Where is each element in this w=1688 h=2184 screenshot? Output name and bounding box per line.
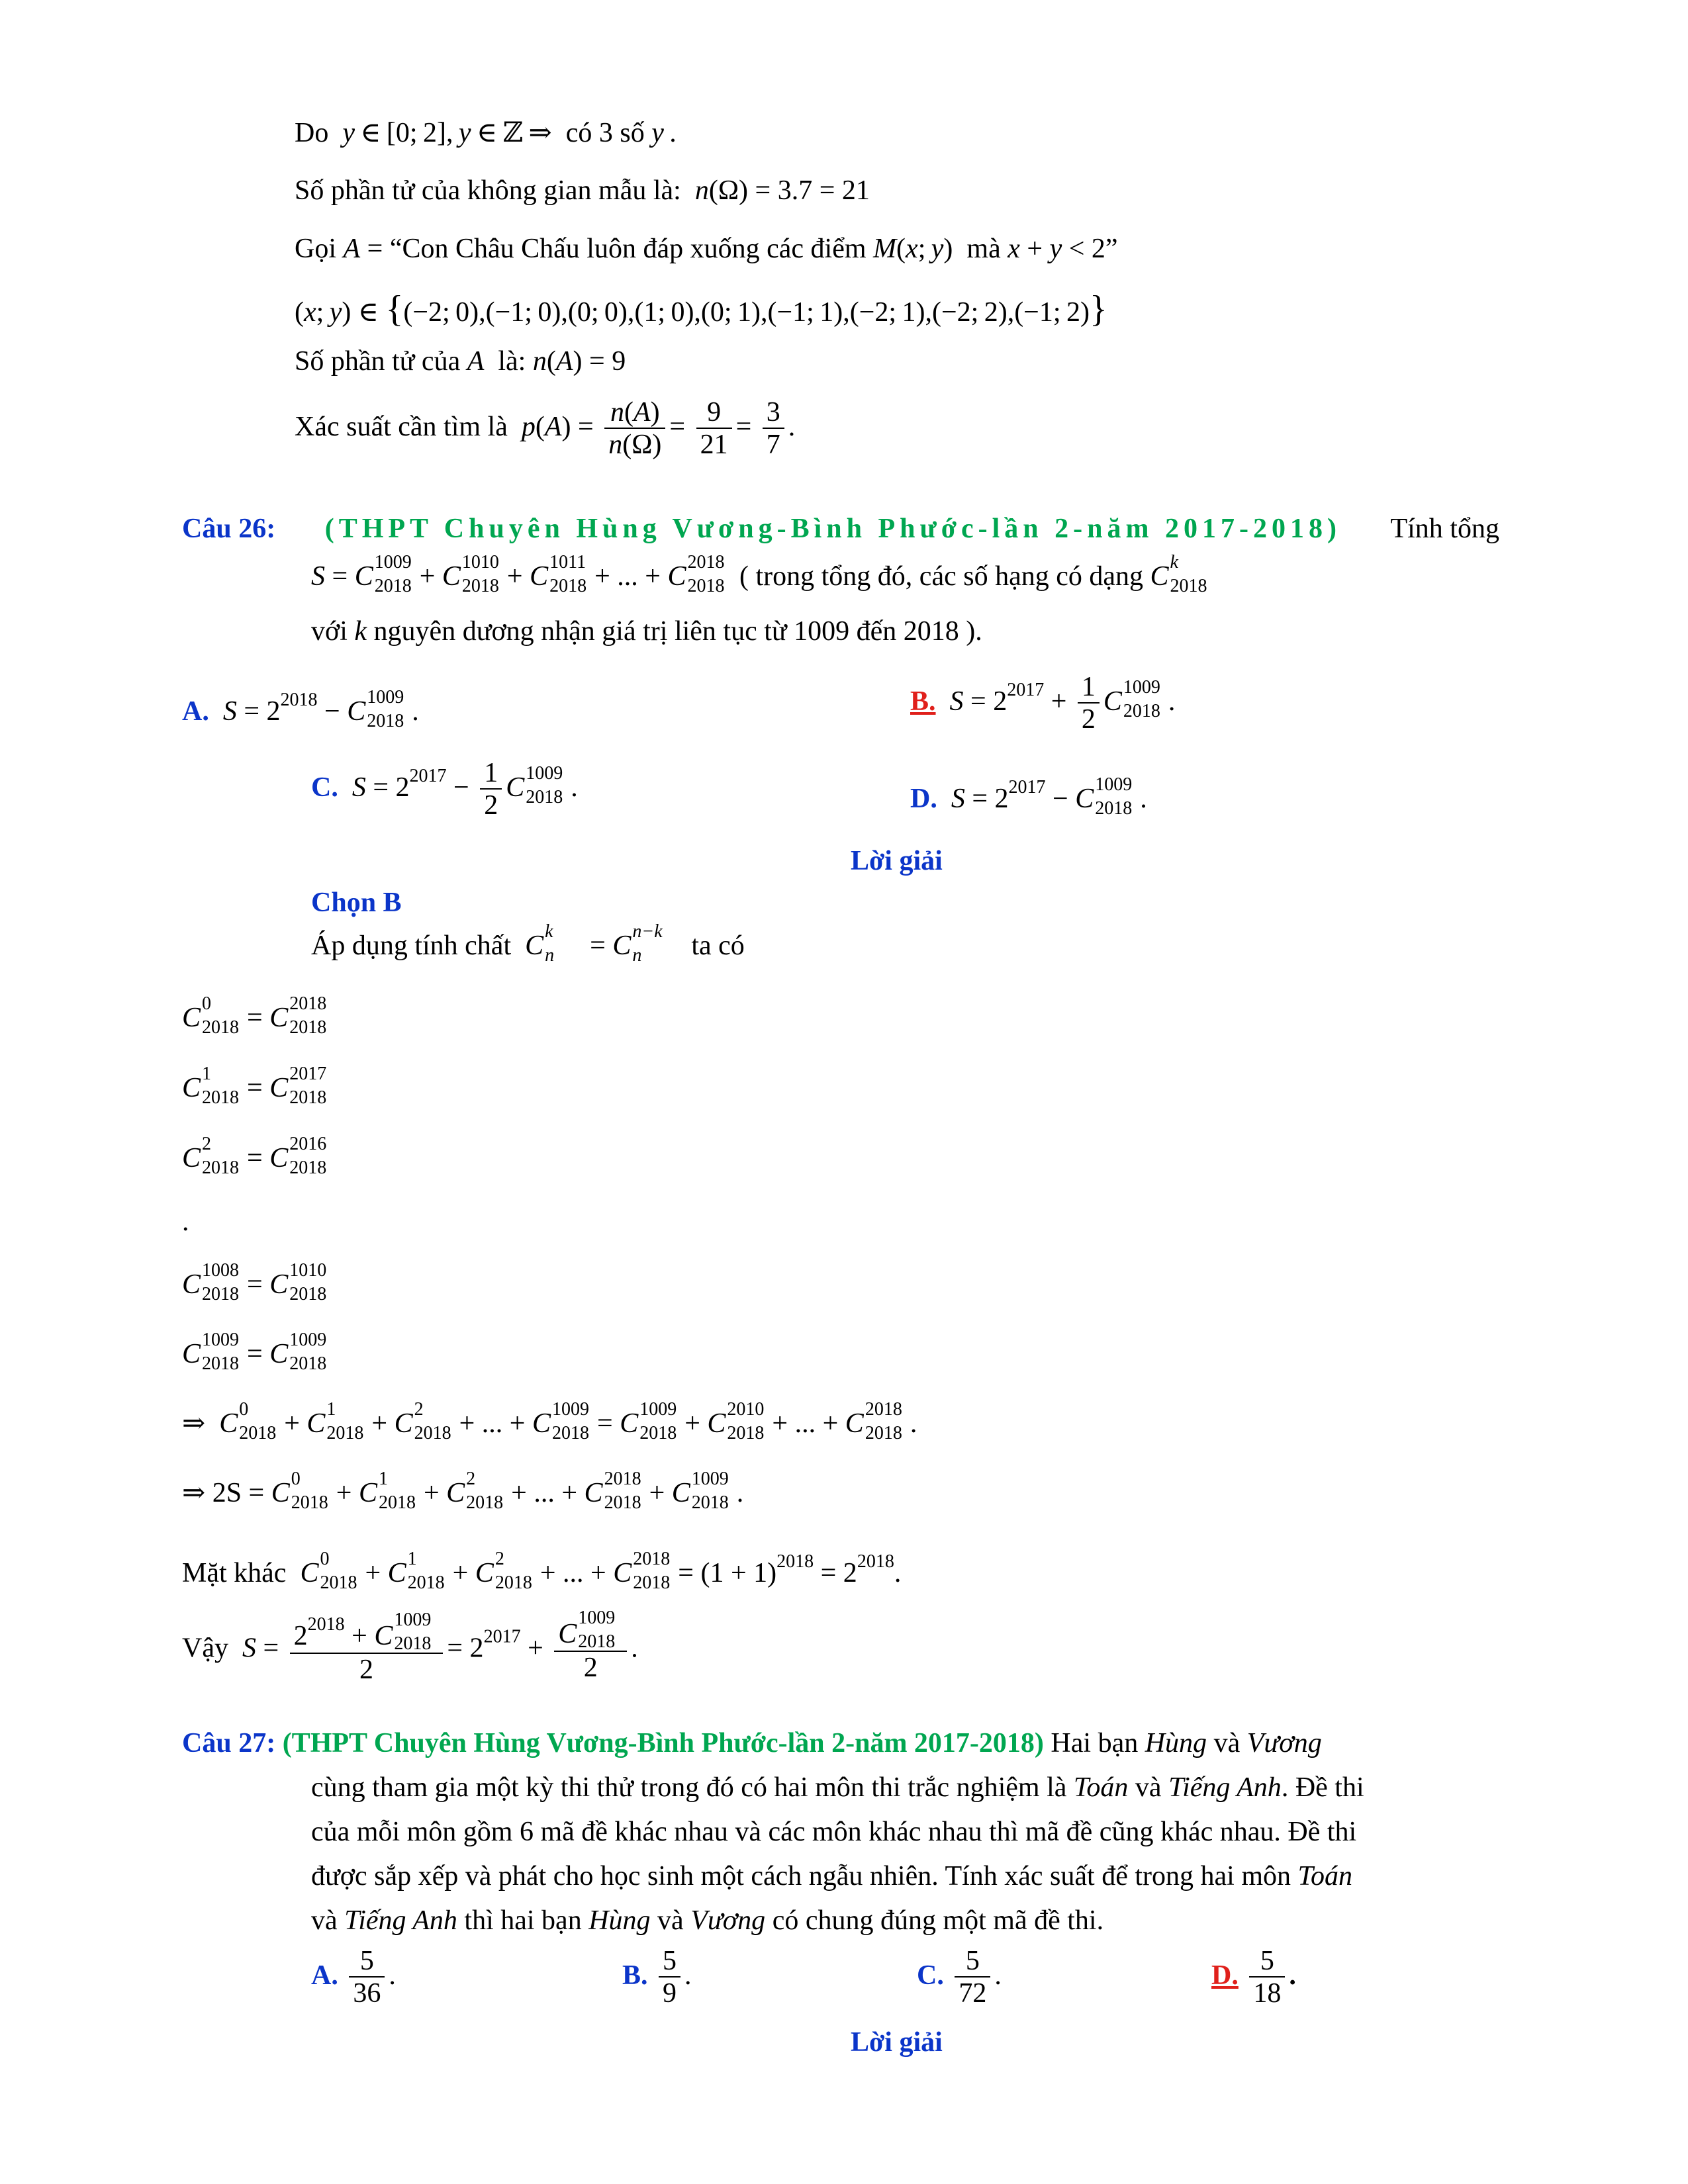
q26-identity-0: C 0 2018 = C 2018 2018	[182, 993, 327, 1038]
q27-line-3: của mỗi môn gồm 6 mã đề khác nhau và các môn khác nhau thì mã đề cũng khác nhau. Đề thi	[311, 1817, 1357, 1847]
q27-option-d: D. $\frac{5}{18}$ .	[1211, 1946, 1296, 2009]
q27-option-a: A. $\frac{5}{36}$ .	[311, 1946, 396, 2009]
q26-identity-2: C 2 2018 = C 2016 2018	[182, 1134, 327, 1178]
q26-source: (THPT Chuyên Hùng Vương-Bình Phước-lần 2-năm 2017-2018)	[324, 514, 1341, 544]
q26-label: Câu 26:	[182, 514, 276, 544]
q27-label: Câu 27:	[182, 1728, 276, 1758]
q25-line-points-set: (x; y) ∈ {(−2; 0),(−1; 0),(0; 0),(1; 0),(0; 1),(−1; 1),(−2; 1),(−2; 2),(−1; 2)}	[295, 289, 1107, 330]
q27-source: (THPT Chuyên Hùng Vương-Bình Phước-lần 2-năm 2017-2018)	[282, 1728, 1044, 1758]
q26-identity-1: C 1 2018 = C 2017 2018	[182, 1064, 327, 1108]
q26-ellipsis-dot: .	[182, 1206, 189, 1237]
q26-binomial-sum: Mặt khác C 0 2018 + C 1 2018 + C 2 2018 + ... + C 2018 2018 = $(1 + 1)^{2018} = 2^{2018}$.	[182, 1549, 902, 1593]
q27-header: Câu 27: (THPT Chuyên Hùng Vương-Bình Phước-lần 2-năm 2017-2018) Hai bạn Hùng và Vương	[182, 1728, 1322, 1758]
q26-identity-1009: C 1009 2018 = C 1009 2018	[182, 1330, 327, 1374]
q25-line-probability: Xác suất cần tìm là p(A) = $\frac{n(A)}{n(\Omega)}$ = $\frac{9}{21}$ = $\frac{3}{7}$ .	[295, 397, 796, 461]
q26-sum-equality: ⇒ C 0 2018 + C 1 2018 + C 2 2018 + ... + C 1009 2018 = C 1009 2018 + C 2010 2018 + ... + C 2018 2018 .	[182, 1399, 917, 1443]
q26-identity-1008: C 1008 2018 = C 1010 2018	[182, 1260, 327, 1304]
q26-choice: Chọn B	[311, 887, 402, 918]
q26-option-b: B. $S = 2^{2017}$ + $\frac{1}{2}$ C 1009 2018 .	[910, 672, 1176, 735]
q26-option-c: C. $S = 2^{2017}$ − $\frac{1}{2}$ C 1009 2018 .	[311, 758, 578, 821]
q27-option-c: C. $\frac{5}{72}$ .	[917, 1946, 1002, 2009]
q26-sum-expression: S = C 1009 2018 + C 1010 2018 + C 1011 2018 + ... + C 2018 2018 ( trong tổng đó, các số hạng có dạng C k 2018	[311, 552, 1207, 596]
q25-line-event-count: Số phần tử của A là: n(A) = 9	[295, 346, 626, 377]
q27-solution-title: Lời giải	[851, 2027, 943, 2058]
q26-option-d: D. $S = 2^{2017} - C$ 1009 2018 .	[910, 774, 1147, 819]
q27-line-4: được sắp xếp và phát cho học sinh một cách ngẫu nhiên. Tính xác suất để trong hai môn Toán	[311, 1861, 1353, 1891]
q25-line-event-def: Gọi A = “Con Châu Chấu luôn đáp xuống các điểm M(x; y) mà x + y < 2”	[295, 234, 1118, 264]
q27-line-2: cùng tham gia một kỳ thi thử trong đó có hai môn thi trắc nghiệm là Toán và Tiếng Anh. Đề thi	[311, 1772, 1364, 1803]
q26-option-a: A. $S = 2^{2018} - C$ 1009 2018 .	[182, 687, 419, 731]
q26-two-s: ⇒ 2S = C 0 2018 + C 1 2018 + C 2 2018 + ... + C 2018 2018 + C 1009 2018 .	[182, 1469, 744, 1513]
q25-line-y-range: Do y ∈ [0; 2], y ∈ ℤ ⇒ có 3 số y .	[295, 118, 677, 148]
q26-property: Áp dụng tính chất C k n = C n−k n ta có	[311, 921, 745, 966]
q27-option-b: B. $\frac{5}{9}$ .	[622, 1946, 692, 2009]
q26-solution-title: Lời giải	[851, 846, 943, 876]
q26-header: Câu 26: (THPT Chuyên Hùng Vương-Bình Phước-lần 2-năm 2017-2018) Tính tổng	[182, 512, 1499, 547]
q27-line-5: và Tiếng Anh thì hai bạn Hùng và Vương có chung đúng một mã đề thi.	[311, 1905, 1104, 1936]
q26-condition: với k nguyên dương nhận giá trị liên tục từ 1009 đến 2018 ).	[311, 616, 982, 647]
q26-result: Vậy S = $2^{2018} + C$ 1009 2018 2 = $2^{2017}$ + C 1009 2018 2 .	[182, 1607, 638, 1685]
q25-line-sample-space: Số phần tử của không gian mẫu là: n(Ω) = 3.7 = 21	[295, 175, 870, 206]
